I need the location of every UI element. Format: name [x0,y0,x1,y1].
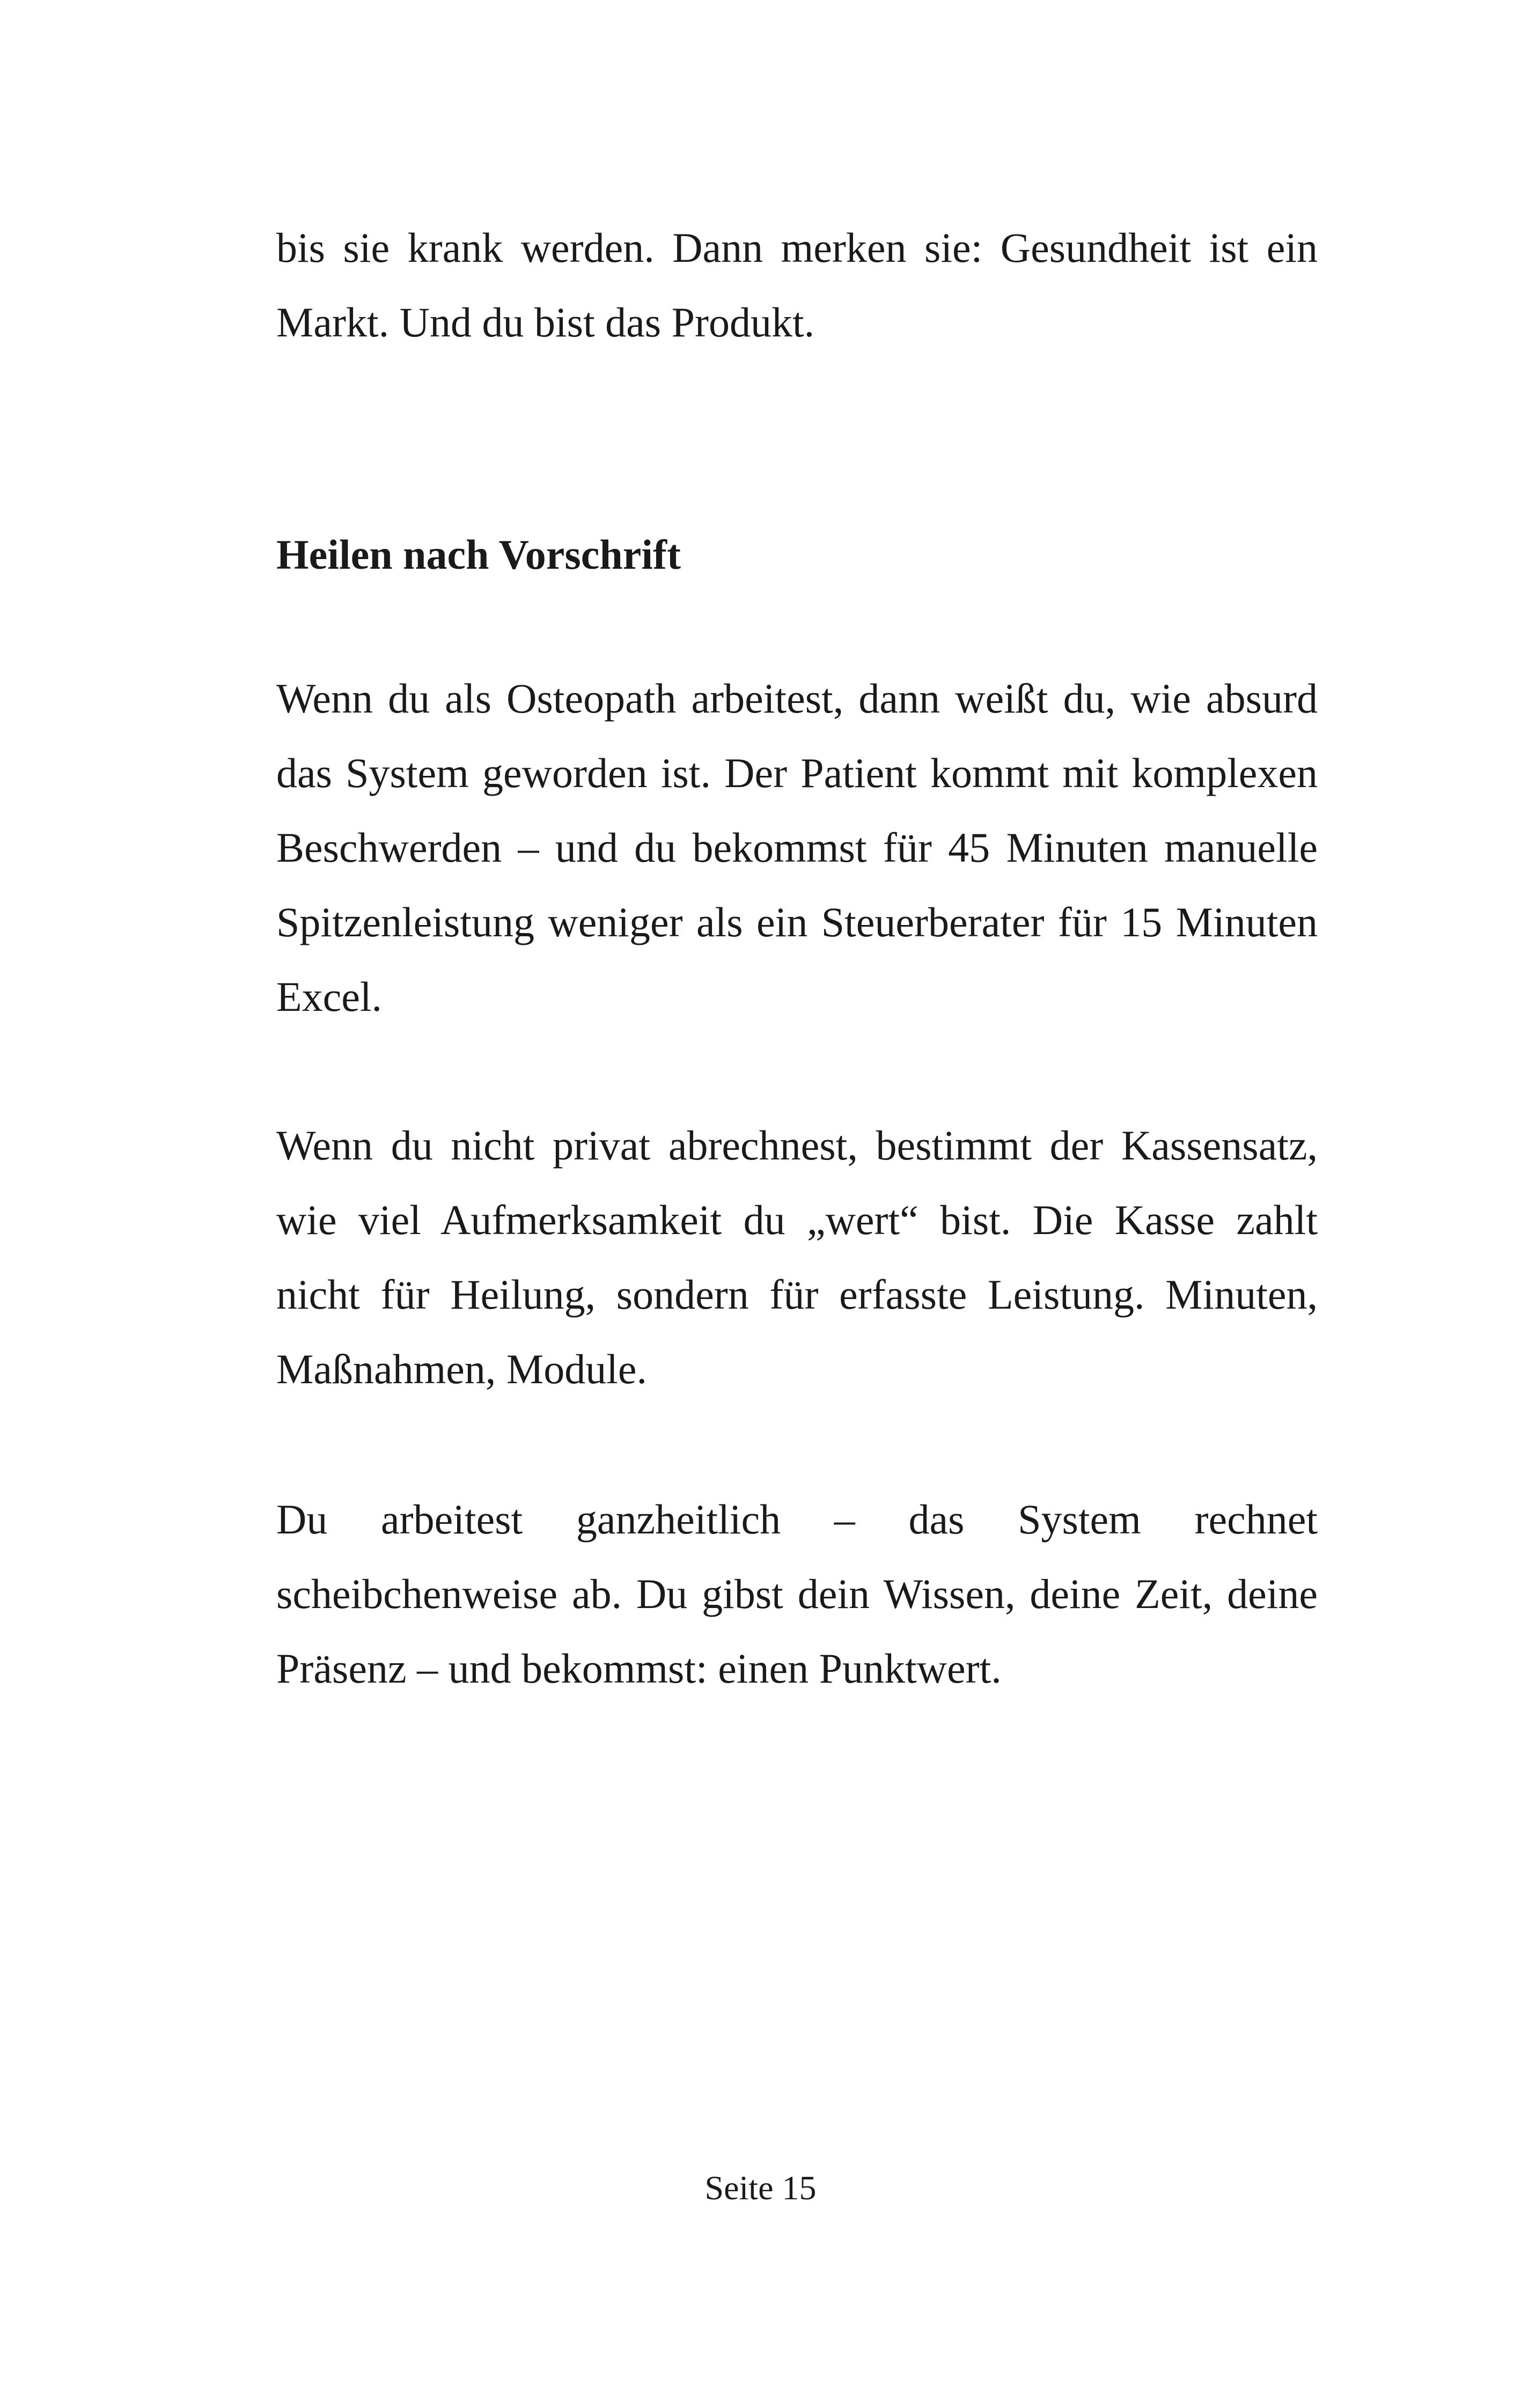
paragraph-2: Wenn du nicht privat abrechnest, bestimmt der Kassensatz, wie viel Aufmerksamkeit du „wert“ bist. Die Kasse zahlt nicht für Heilung, sondern für erfasste Leistung. Minuten, Maßnahmen, Module. [276,1122,1318,1392]
paragraph-1: Wenn du als Osteopath arbeitest, dann weißt du, wie absurd das System geworden ist. Der Patient kommt mit komplexen Beschwerden – und du bekommst für 45 Minuten manuelle Spitzenleistung weniger als ein Steuerberater für 15 Minuten Excel. [276,675,1318,1020]
section-heading: Heilen nach Vorschrift [276,531,681,578]
paragraph-3: Du arbeitest ganzheitlich – das System rechnet scheibchenweise ab. Du gibst dein Wissen, deine Zeit, deine Präsenz – und bekommst: einen Punktwert. [276,1496,1318,1692]
intro-paragraph: bis sie krank werden. Dann merken sie: Gesundheit ist ein Markt. Und du bist das Produkt. [276,224,1318,346]
page-number: Seite 15 [704,2169,817,2207]
